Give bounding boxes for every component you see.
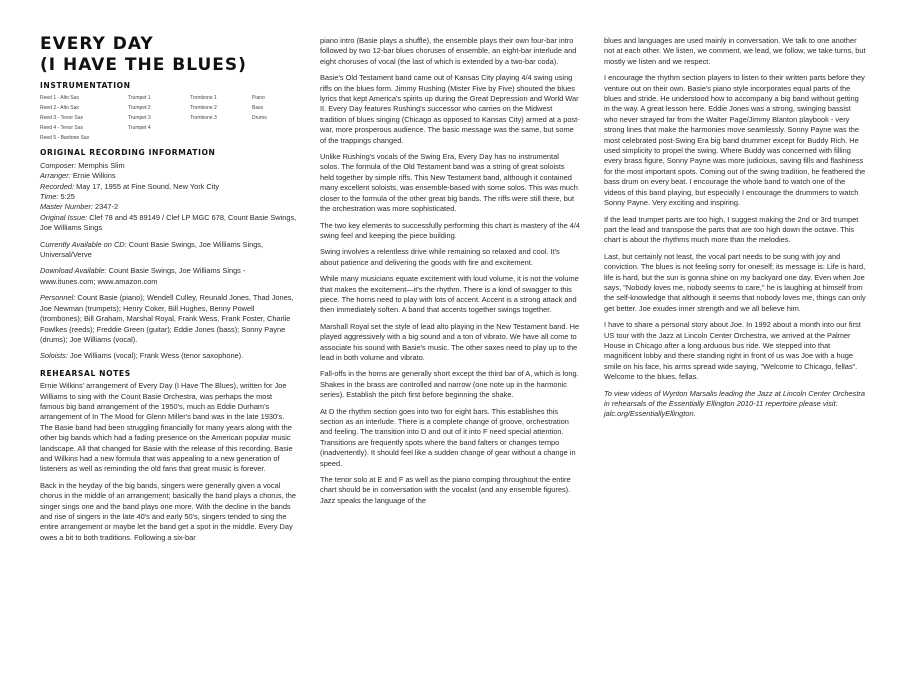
paragraph: Fall-offs in the horns are generally short except the third bar of A, which is long. Shakes in the brass are controlled and narrow (one note up in the harmonic series). Establish the pitch first before beginning the shake. bbox=[320, 369, 579, 400]
paragraph: The tenor solo at E and F as well as the piano comping throughout the entire chart should be in conversation with the vocalist (and any ensemble figures). Jazz speaks the language of the bbox=[320, 475, 571, 505]
video-note: To view videos of Wynton Marsalis leading the Jazz at Lincoln Center Orchestra in rehearsals of the Essentially Ellington 2010-11 repertoire please visit: jalc.org/EssentiallyEllington. bbox=[604, 388, 865, 419]
paragraph: If the lead trumpet parts are too high, I suggest making the 2nd or 3rd trumpet part the lead and transpose the parts that are too high down the octave. This chart is about the rhythms much more than the melodies. bbox=[604, 214, 859, 245]
time-line: Time: 5:25 bbox=[40, 192, 75, 202]
paragraph: Unlike Rushing's vocals of the Swing Era, Every Day has no instrumental solos. The formula of the Old Testament band was a string of great soloists held together by simple riffs. This New Testament band, although it contained many excellent soloists, was ensemble-based with some solos. This was much closer to the formula of the other great big bands. The riffs were still there, but the orchestration was more sophisticated. bbox=[320, 152, 578, 214]
rehearsal-heading: REHEARSAL NOTES bbox=[40, 368, 131, 378]
column-1 bbox=[40, 34, 298, 549]
soloists-line: Soloists: Joe Williams (vocal); Frank Wess (tenor saxophone). bbox=[40, 351, 244, 361]
recording-info bbox=[40, 161, 298, 362]
paragraph: Last, but certainly not least, the vocal part needs to be sung with joy and conviction. The blues is not feeling sorry for oneself; its message is: Life is hard, life is hard, but the sun is gonna shine on my backyard one day. Even when Joe says, "Nobody loves me, nobody seems to care," he is laughing at himself from the self-knowledge that although it seems that nobody loves me, things can only get better. Joe exudes inner strength and we all believe him. bbox=[604, 251, 866, 313]
paragraph: Basie's Old Testament band came out of Kansas City playing 4/4 swing using riffs on the blues form. Jimmy Rushing (Mister Five by Five) shouted the blues lyrics that kept America's spirits up during the Great Depression and World War II. Every Day features Rushing's successor who carries on the Midwest tradition of blues singing (Chicago as opposed to Kansas City) armed at a post-war, more prosperous audience. The basic message was the same, but some of the trappings changed. bbox=[320, 73, 580, 145]
instrumentation-grid bbox=[40, 93, 298, 143]
paragraph: Back in the heyday of the big bands, singers were generally given a vocal chorus in the middle of an arrangement; basically the band plays a chorus, the singer sings one and the band plays one more. With the decline in the bands and rise of singers in the late 40's and early 50's, singers tended to sing the entire arrangement or maybe let the band get a spot in the middle. Every Day owes a bit to both traditions. Following a six-bar bbox=[40, 480, 296, 542]
paragraph: The two key elements to successfully performing this chart is mastery of the 4/4 swing feel and keeping the piece building. bbox=[320, 220, 581, 240]
paragraph: piano intro (Basie plays a shuffle), the ensemble plays their own four-bar intro followed by two 12-bar blues choruses of ensemble, an eight-bar interlude and eight choruses of vocal (the last of which is extended by a two-bar coda). bbox=[320, 36, 577, 66]
paragraph: While many musicians equate excitement with loud volume, it is not the volume that makes the excitement—it's the rhythm. There is a kind of swagger to this piece. The horns need to play with lots of accent. Accent is a strong attack and then immediately soften. A band that accents together swings together. bbox=[320, 274, 579, 315]
cd-line: Currently Available on CD: Count Basie Swings, Joe Williams Sings, Universal/Verve bbox=[40, 239, 264, 260]
paragraph: I encourage the rhythm section players to listen to their written parts before they venture out on their own. Basie's piano style incorporates equal parts of the blues and stride. He understood how to accompany a big band without getting in the way. A great lesson here. Eddie Jones was a strong, swinging bassist who never strayed far from the Walter Page/Jimmy Blanton playbook - very strong lines that make the harmonies move seamlessly. Sonny Payne was the most celebrated post-Swing Era big band drummer except for Buddy Rich. He used simplicity to propel the swing. Where Buddy was concerned with filling every brass figure, Sonny Payne was more judicious, saving fills and flashiness for the most important spots. Coming out of the swing tradition, he feathered the bass drum on every beat. I encourage the whole band to watch one of the videos of this band playing, but especially I encourage the drummers to watch Sonny Payne. Very exciting and inspiring. bbox=[604, 73, 866, 208]
paragraph: Marshall Royal set the style of lead alto playing in the New Testament band. He played aggressively with a big sound and a ton of vibrato. We have all come to associate his sound with Basie's music. The other saxes need to play up to the lead in both volume and vibrato. bbox=[320, 321, 580, 362]
arranger-line: Arranger: Ernie Wilkins bbox=[40, 171, 116, 181]
paragraph: Ernie Wilkins' arrangement of Every Day (I Have The Blues), written for Joe Williams to sing with the Count Basie Orchestra, was perhaps the most famous big band arrangement of the 1950's, much as Eddie Durham's arrangement of In The Mood for Glenn Miller's band was in the late 1930's. The Basie band had been struggling financially for many years along with the other big bands which had a fading presence on the American popular music landscape. All that changed for Basie with the release of this recording. Basie and Wilkins had a new formula that was appealing to a new generation of listeners as well as reminding the old fans that great music is forever. bbox=[40, 381, 293, 474]
instrumentation-heading: INSTRUMENTATION bbox=[40, 81, 131, 90]
trombones-list: Trombone 1 Trombone 2 Trombone 3 bbox=[190, 95, 217, 122]
reeds-list: Reed 1 - Alto Sax Reed 2 - Alto Sax Reed 3 - Tenor Sax Reed 4 - Tenor Sax Reed 5 - Baritone Sax bbox=[40, 95, 90, 142]
paragraph: I have to share a personal story about Joe. In 1992 about a month into our first US tour with the Jazz at Lincoln Center Orchestra, we arrived at the Palmer House in Chicago after a long arduous bus ride. We stepped into that magnificent lobby and there standing right in front of us was Joe with a huge smile on his face, his arms spread wide saying, "Welcome to Chicago, fellas". Welcome to the blues, fellas. bbox=[604, 320, 861, 382]
recording-heading: ORIGINAL RECORDING INFORMATION bbox=[40, 148, 216, 158]
paragraph: Swing involves a relentless drive while remaining so relaxed and cool. It's about patience and delivering the goods with fire and excitement. bbox=[320, 247, 560, 267]
page-title: EVERY DAY (I HAVE THE BLUES) bbox=[40, 34, 247, 75]
rhythm-list: Piano Bass Drums bbox=[252, 95, 267, 122]
issue-line: Original Issue: Clef 78 and 45 89149 / Clef LP MGC 678, Count Basie Swings, Joe Williams Sings bbox=[40, 212, 297, 233]
paragraph: At D the rhythm section goes into two for eight bars. This establishes this section as an interlude. There is a complete change of groove, orchestration and feeling. The transition into D and out of it into F need special attention. Transitions are frequently spots where the band falters or changes tempo (inadvertently). It should feel like a sudden change of gear without a change in speed. bbox=[320, 406, 576, 468]
column-2 bbox=[320, 36, 580, 512]
recorded-line: Recorded: May 17, 1955 at Fine Sound, New York City bbox=[40, 181, 220, 191]
personnel-line: Personnel: Count Basie (piano); Wendell Culley, Reunald Jones, Thad Jones, Joe Newman (trumpets); Henry Coker, Bill Hughes, Benny Powell (trombones); Bill Graham, Marshal Royal, Frank Wess, Frank Foster, Charlie Fowlkes (reeds); Freddie Green (guitar); Eddie Jones (bass); Sonny Payne (drums); Joe Williams (vocal). bbox=[40, 293, 294, 344]
master-line: Master Number: 2347-2 bbox=[40, 202, 119, 212]
column-3 bbox=[604, 36, 866, 426]
trumpets-list: Trumpet 1 Trumpet 2 Trumpet 3 Trumpet 4 bbox=[128, 95, 151, 132]
paragraph: blues and languages are used mainly in conversation. We talk to one another not at each other. We listen, we comment, we lead, we follow, we take turns, but mostly we listen and we respect. bbox=[604, 36, 866, 66]
download-line: Download Available: Count Basie Swings, Joe Williams Sings - www.itunes.com; www.amazon.com bbox=[40, 266, 246, 286]
composer-line: Composer: Memphis Slim bbox=[40, 160, 125, 170]
